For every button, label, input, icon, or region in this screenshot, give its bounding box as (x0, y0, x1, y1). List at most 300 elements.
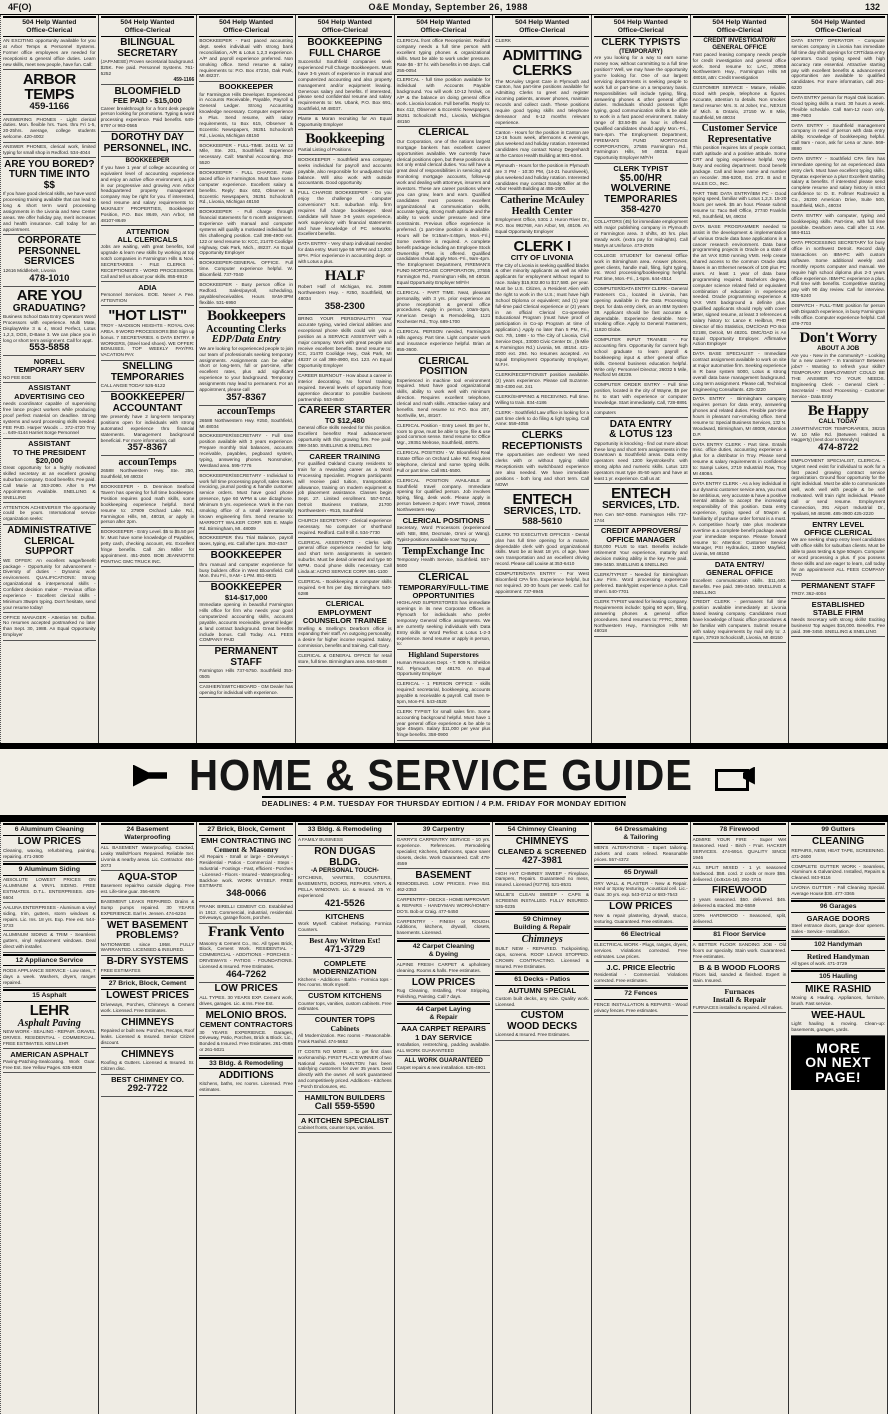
ad-headline: FIREWOOD (711, 885, 767, 897)
ad-body-text: Excellent communication skills. $11,440. Benefits. Fee paid. 399-3450. SNELLING & SNELLING (692, 577, 787, 595)
ad-body-text: Cleaning, waxing, refurbishing, painting, repairing. 471-2600 (3, 847, 96, 859)
ad-headline: TO $12,480 (324, 415, 365, 425)
ad-body-text: Needs Secretary with strong skills! Exciting business! Top wages $16,000. Benefits. Fee paid. 399-3450. SNELLING & SNELLING (791, 617, 885, 634)
ad-body-text: ALL BASEMENT Waterproofing. Cracked, Leaky Walls/Floors Repaired. Reliable Ser. Livonia & nearby areas. Lic. Contractor. 464-2073 (100, 845, 195, 868)
ad-headline: RON DUGAS BLDG. (314, 846, 376, 868)
category-header (791, 16, 885, 37)
service-ad (298, 1015, 392, 1047)
classified-ad (199, 37, 293, 82)
ad-body-text: DATA ENTRY person for Royal Oak location. Good typing skills a must. 30 hours a week. Flexible schedule. Call 9am-12 noon only. 398-7903 (791, 95, 885, 118)
category-line: & Repair (429, 1014, 458, 1022)
ad-body-text: If you have good clerical skills, we have word processing training available that can lead to long & short term word processing assignments in the Livonia and New Center areas. We offer holiday pay, merit increases and health insurance. Call today for an appointment. (3, 191, 96, 232)
ad-headline: Asphalt Paving (17, 1017, 81, 1029)
ad-phone-display: 357-8367 (127, 442, 168, 454)
ad-body-text: REMODELING. LOW PRICES. Free Est. 462-2353 (396, 881, 491, 893)
service-ad (3, 1049, 96, 1073)
ad-headline: CAREER STARTER (299, 405, 391, 417)
more-line: ON NEXT (805, 1054, 872, 1071)
classified-ad (495, 128, 589, 161)
banner-deadlines: DEADLINES: 4 P.M. TUESDAY FOR THURSDAY EDITION / 4 P.M. FRIDAY FOR MONDAY EDITION (262, 796, 627, 808)
classified-ad (101, 132, 195, 157)
ad-body-text: Human Resources Dept. - T. 909 N. Sheldon Rd. Plymouth, MI 48170. An Equal Opportunity Employer (396, 659, 491, 677)
ad-body-text: BOOKKEEPER - Busy person office in Redford. Sales/payroll, scheduling, payables/receivables. Hours 8AM-3PM flexible. 531-6950 (199, 281, 293, 305)
ad-body-text: Moving & Hauling. Appliances, furniture, brush. Fast service. (791, 995, 885, 1007)
service-ad (693, 885, 787, 911)
classified-ad (791, 154, 885, 211)
category-header (791, 900, 885, 913)
classified-ad (397, 572, 491, 650)
ad-body-text: OFFICE MANAGER - Attention Mr. Duffan. No resumes accepted postmarked no later than Sept. 30, 1988. An Equal Opportunity Employer (3, 614, 96, 638)
column (296, 15, 395, 743)
ad-headline: WEE-HAUL (811, 1009, 866, 1021)
ad-headline: BEST CHIMNEY CO. (111, 1075, 184, 1085)
ad-body-text: CAREER BURNOUT - How about a career in interior decorating. No formal training required. Several levels of opportunity from apprentice decorator to possible business partnership. 553-8540 (297, 373, 392, 402)
category-line: Office-Clerical (223, 26, 270, 34)
ad-body-text: REPAIRS, NEW, HEAT TAPE, SCREENING. 471-2600 (791, 847, 885, 859)
ad-headline: ARE YOU BORED? (4, 158, 95, 170)
classified-ad (594, 381, 688, 409)
service-ad (101, 919, 195, 956)
ad-headline: $5.00/HR (619, 172, 662, 184)
ad-headline: Catherine McAuley (500, 195, 585, 207)
classified-ad (791, 599, 885, 637)
ad-body-text: Career breakthrough for a front desk people person looking for promotions. Typing & word processing experience. Paid benefits. 649-6797 or 963-0565 (100, 105, 195, 129)
category-header (693, 823, 787, 836)
classified-ad (397, 545, 491, 571)
ad-body-text: Are you looking for a way to earn some money now, without committing to a full time position? Well, we may have the opportunity you're looking for. One of our largest servicing departments is seeking people to work full or part-time on a temporary basis. Responsibilities will include typing, filing, answering phones & other general office duties. Individuals should possess light typing, good communication skills & be able to work in a fast paced environment. Salary range of $3.50-$5 an hour is offered. Qualified candidates should apply Mon.-Fri., 9am-4pm. The Employment Department, FIREMAN'S FUND MORTGAGE CORPORATION, 27555 Farmington Rd., Farmington Hills, MI 48018. Equal Opportunity Employer M/F/H (593, 55, 688, 161)
service-ad (101, 871, 195, 897)
classified-ad (397, 449, 491, 477)
ad-body-text: FULL CHARGE BOOKKEEPER - Do you enjoy the challenge of computer conversions? N.E. suburban mfg. firm requires full charge bookkeeper. Ideal candidate will have 3-5 years experience, work supervisory with financial statements and have knowledge of PC networks. Excellent benefits. (297, 190, 392, 237)
classified-ad (199, 683, 293, 699)
ad-body-text: Farmington Hills 737-5750. Southfield 353-0505 (199, 668, 293, 680)
classified-ad (397, 37, 491, 76)
ad-body-text: HIGH HAT CHIMNEY SWEEP - Fireplace, Dampers, Repairs. Guaranteed no mess, insured. Licensed (#2778). 521-8531 (495, 870, 589, 888)
service-ad (495, 986, 589, 1010)
ad-body-text: FRANK BIRELLI CEMENT CO. Established in 1912. Commercial, industrial, residential. Driveways, garage floors, porches. (199, 903, 293, 921)
ad-headline: BOOKKEEPER (125, 157, 170, 165)
category-line: Office-Clerical (617, 26, 664, 34)
service-ad (594, 1000, 688, 1016)
ad-body-text: BOOKKEEPER-GENERAL OFFICE. Full time. Computer experience helpful. W. Bloomfield. 737-7040 (199, 260, 293, 278)
classified-ad (101, 361, 195, 392)
ad-body-text: Great opportunity for a highly motivated skilled secretary at an excellent growing suburban company. Good benefits. Fee paid. Call Marie at 353-2090. After 5 PM Appointments Available. SNELLING & SNELLING (3, 465, 96, 500)
column (0, 822, 99, 1414)
ad-body-text: Employment Office, 5301 J. Huron River Dr., P.O. Box 992768, Ann Arbor, MI, 48106. An Equal Opportunity Employer (495, 217, 589, 235)
category-line: 59 Chimney (523, 916, 562, 924)
ad-headline: CLERICAL EMPLOYMENT (318, 599, 372, 617)
category-line: 504 Help Wanted (515, 19, 570, 26)
ad-body-text: DATA BASE PROGRAMMER needed to assist in the development & implementation of various Oracle data base applications in a cancer research environment. Data base programming projects in Oracle on a state of the art VAX 8350 running VMS. Help create shared access to the common Oracle data bases in an Ethernet network of 100 plus PC users. At least 1 year of data base programming required. Bachelors degree, computer science related field or equivalent combination of education in experience needed. Oracle programming experience & VAX VMS background a definite plus. Qualified applicants should reply with cover letter, signed resume, at least 3 references & salary history to: Lance K Heilbrun, PHD Director of Bio Statistics, DMC/OAD PO Box 02188, Detroit, MI 48201. DMC/OAD is An Equal Opportunity Employer. Affirmative Action Employer (692, 223, 787, 347)
classified-ad (693, 37, 787, 84)
ad-headline: ATTENTION (126, 226, 169, 236)
ad-phone-display: 588-5610 (522, 516, 563, 528)
category-header (495, 823, 589, 836)
classified-ad (397, 76, 491, 127)
ad-headline: COUNTER TOPS (314, 1015, 375, 1025)
service-ad (397, 976, 491, 1002)
ad-headline: WET BASEMENT (106, 919, 189, 931)
category-line: 64 Dressmaking (614, 826, 667, 833)
column (592, 15, 691, 743)
ad-headline: AMERICAN ASPHALT (10, 1049, 89, 1059)
category-header (298, 823, 392, 836)
ad-body-text: Custom built decks, any size. Quality work. Licensed. (495, 995, 589, 1007)
ad-body-text: CLERICAL - Bookkeeping & computer skills required. 6-8 hrs per day. Birmingham. 540-6288 (297, 578, 392, 596)
category-header (3, 823, 96, 836)
classified-ad (594, 570, 688, 598)
classified-ad (3, 70, 96, 115)
service-ad (199, 1069, 293, 1095)
classified-ad (3, 383, 96, 439)
ad-phone-display: 464-7262 (226, 968, 267, 980)
ad-headline: AUTUMN SPECIAL (508, 986, 577, 996)
ad-headline: CLERKS (512, 62, 572, 80)
ad-body-text: Business School Data Entry Operators Word Processors with experience. Multi Mate, DisplayWrite 3 & 4, Word Perfect, Lotus 1,2,3, DOS, D-Base 3. We can place you in long or short term assignment. Call for appt. (3, 314, 96, 343)
ad-headline: SERVICES, LTD. (602, 500, 680, 512)
classified-ad (101, 226, 195, 282)
ad-body-text: Personnel Services. EOE. Never A Fee. ATTENTION (100, 291, 195, 303)
column (691, 822, 790, 1414)
classified-ad (791, 329, 885, 402)
ad-body-text: DATA BASE SPECIALIST - Immediate contract assignment available to work on site at major automotive firm. Seeking experience in R base system 5000, Lotus & strong overall data base management background. Long term assignment. Please call, Technical Engineering Consultants. 425-3220 (692, 351, 787, 392)
ad-body-text: HIGHLAND SUPERSTORES has immediate openings in its new Corporate Offices in Plymouth for individuals who prefer temporary General Office assignments. We are currently seeking individuals with Data Entry skills or Word Perfect & Lotus 1-2-3 experience. Send resume or apply in person, to: (396, 600, 491, 647)
ad-body-text: New & repair plastering, drywall, stucco, texturing. Guaranteed. Free estimates. (593, 912, 688, 924)
ad-phone-display: 427-3981 (522, 855, 563, 867)
ad-body-text: (JAPANESE) Proven secretarial background. $25K. Fee paid. Personnel Systems. 761-5252 (100, 59, 195, 76)
classified-ad (298, 577, 392, 599)
ad-headline: CITY OF LIVONIA (510, 253, 574, 263)
category-header (397, 940, 491, 961)
ad-body-text: DATA ENTRY with computer, typing and bookkeeping skills. Part-time, with full time possible. Dearborn area. Call after 11 AM. 584-8111 (791, 212, 885, 236)
category-line: 27 Brick, Block, Cement (207, 826, 285, 833)
ad-phone-display: 358-2300 (324, 300, 365, 312)
ad-body-text: BASEMENT LEAKS REPAIRED. Drains & Sump pumps repaired. 30 YEARS EXPERIENCE. Earl H. Jensen. 474-6224 (100, 898, 195, 916)
ad-body-text: All Repairs - Small or large - Driveways - Residential - Patios - Commercial - Steps - Industrial - Footings - Fast, efficient - Porches - Licensed - Floors - Insured - Waterproofing - Backhoe work. WORK MYSELF. FREE ESTIMATE (199, 854, 293, 889)
megaphone-icon (133, 765, 167, 787)
ad-phone-display: 348-0066 (226, 888, 267, 900)
ad-headline: PERSONNEL (18, 245, 81, 257)
ad-headline: EMH CONTRACTING INC (201, 836, 292, 846)
service-ad (397, 869, 491, 895)
ad-headline: CHIMNEYS (515, 836, 569, 848)
ad-body-text: IT COSTS NO MORE ... to get first class workmanship. FIRST PLACE WINNER of two National Awards. HAMILTON has been satisfying customers for over 35 years. Deal directly with the owner. All work guaranteed and competitively priced. Additions - Kitchens - Porch Enclosures, etc. (297, 1048, 392, 1090)
ad-body-text: Successful Southfield companies seek experienced Full Charge Bookkeepers. Must have 3-5 years of experience in manual and computerized accounting and also property management and/or equipment leasing. Generous salary and benefits. If interested, please send confidential resume and salary requirements to: Ms. Ubank, P.O. Box 691, Southfield, MI 48037. (297, 59, 392, 112)
classified-ad (594, 285, 688, 336)
ad-headline: MELONIO BROS. (205, 1009, 287, 1021)
ad-headline: TEMPORARY SERV (13, 365, 85, 375)
ad-headline: GENERAL OFFICE (712, 43, 767, 51)
ad-headline: FULL CHARGE (309, 47, 381, 59)
category-line: 72 Fences (624, 990, 658, 998)
ad-body-text: CLERK (495, 38, 511, 44)
classified-ad (298, 451, 392, 516)
ad-body-text: Light hauling & moving. Clean-up: basements, garages, yards. (791, 1021, 885, 1033)
ad-headline: TEMPORARY/FULL-TIME (398, 582, 489, 592)
ad-body-text: CLERK TYPIST wanted for leasing company. Requirements include: typing 60 wpm, filing, answering phones & general office procedures. Send resumes to: FFRC, 30955 Northwestern Hwy., Farmington Hills MI 48018 (593, 599, 688, 634)
ad-body-text: CLERICAL ASSISTANTS - Clerks with general office experience needed for long and short term assignments in western suburbs. Must be detail oriented and type 50 WPM. Good phone skills necessary. Call Linda at: ACRO SERVICE CORP. 591-1100 (297, 539, 392, 574)
classified-ad (199, 582, 293, 646)
ad-body-text: Work Myself. Cabinet Refacing. Formica Counters. (297, 921, 392, 933)
service-ad (298, 1115, 392, 1133)
classified-ad (199, 82, 293, 141)
classified-ad (397, 127, 491, 288)
classified-ad (199, 432, 293, 471)
ad-body-text: COLLATORS (45) for immediate employment with major publishing company in Plymouth or Farmington area. 3 shifts, 40 hrs. plus steady work. (extra pay for midnights). Call Martyn at Uniforce. 473-2935 (593, 219, 688, 248)
ad-body-text: CLERK/TYPIST - Needed for Birmingham Law Firm. Word processing experience preferred. Bank/typist experience a plus. Call Sherri. 540-7701 (593, 571, 688, 595)
ad-headline: ENTECH (512, 490, 572, 508)
ad-body-text: Partial Listing of Positions (297, 147, 352, 153)
ad-body-text: This position requires lots of people contact, math aptitude and a positive attitude. Some CRT and typing experience helpful. Very busy and exciting department. Good benefit package. Call and leave name and number on recorder. 356-5200, Ext. 272. B and E SALES CO., INC. (692, 145, 787, 186)
classified-ad (495, 195, 589, 238)
classified-ad (495, 408, 589, 430)
ad-headline: GARAGE DOORS (806, 913, 870, 923)
classified-ad (397, 421, 491, 449)
category-header (298, 16, 392, 37)
classified-ad (397, 680, 491, 708)
service-ad (791, 862, 885, 884)
ad-body-text: BUILT NEW - REPAIRED. Tuckpointing, caps, screens. ROOF LEAKS STOPPED. CROWN CONTRACTING. Licensed & Insured. Free Estimates. (495, 945, 589, 969)
category-header (791, 970, 885, 983)
classified-ad (791, 302, 885, 330)
service-ad (594, 879, 688, 901)
ad-headline: -A PERSONAL TOUCH- (310, 867, 379, 875)
category-header (693, 16, 787, 37)
service-ad (495, 869, 589, 891)
ad-headline: Bookkeepers (207, 308, 286, 325)
classified-ad (693, 395, 787, 440)
service-ad (693, 863, 787, 885)
classified-ad (791, 37, 885, 94)
service-guide-section (0, 821, 888, 1414)
ad-body-text: MEN'S ALTERATIONS - Expert tailoring. Jackets and coats relined. Reasonable prices. 557-4372 (593, 845, 688, 862)
ad-headline: CLERK TYPIST (613, 164, 669, 174)
ad-headline: CUSTOM KITCHENS (307, 991, 382, 1001)
ad-body-text: ADMIRE YOUR FIRE - Super Wet Seasoned. Hard - Birch - Fruit. HACKER SERVICES. 474-6914. QUALITY SINCE 1946 (692, 837, 787, 860)
service-ad (693, 962, 787, 986)
ad-headline: J.C. PRICE Electric (606, 962, 676, 972)
column (395, 15, 494, 743)
ad-body-text: CLERICAL front office Receptionist. Redford company needs a full time person with excellent typing phones & organizational skills. Must be able to work under pressure. Rate $6 - $7 hr. with benefits in 90 days. Call 255-0054 (396, 38, 491, 73)
service-ad (199, 902, 293, 924)
ad-body-text: DATA ENTRY CLERK - Part time. Entails misc. office duties, accounting experience a plus for a distributor in Troy. Please send resume & salary requirements in confidence to: Sampi Lukes, 2719 Industrial Row, Troy MI 48084. (692, 441, 787, 476)
ad-body-text: CLERICAL - full time position available for individual with Accounts Payable background. You will work 10-12 hrs/wk, on A/P & the balance on doing general office work. Livonia location. Full benefits. Reply to: Box 412, Observer & Eccentric Newspapers, 36251 Schoolcraft Rd., Livonia, Michigan 48150 (396, 77, 491, 124)
service-ad (199, 1009, 293, 1055)
classified-ad (791, 239, 885, 302)
ad-body-text: Temporary Health Service, Southfield. 557-5600 (396, 557, 491, 569)
ad-body-text: Installation, restretching, padding available. ALL WORK GUARANTEED (396, 1042, 491, 1053)
classified-ad (791, 456, 885, 519)
ad-body-text: Our Corporation, one of the nations largest mortgage bankers has excellent career opportunities available. We currently have clerical positions open, but these positions do not only entail clerical duties. You will have a great deal of responsibilities in servicing and monitoring mortgage accounts, follow-up work and dealing with attorneys, insurers and investors. These are career positions where you can grow, learn and earn. Qualified candidates must possess excellent organizational & communication skills, accurate typing, strong math aptitude and the ability to work under pressure and time constraints. Previous office experience is preferred. (1 part-time position is available. Hours will be 9:15am-4:45pm, Mon.-Fri.) Some overtime is required. A complete benefit package including an Employee Stock Ownership Plan is offered. Qualified candidates should apply Mon.-Fri., 9am-4pm. The Employment Department, FIREMAN'S FUND MORTGAGE CORPORATION, 27555 Farmington Rd., Farmington Hills, MI 48018. Equal Opportunity Employer M/F/H (396, 138, 491, 285)
ad-headline: FEE PAID - $15,000 (113, 96, 182, 106)
ad-body-text: COMPLETE GUTTER WORK - Seamless, Aluminum & Galvanized. Installed, Repairs & Cleaned. 843-9116 (791, 863, 885, 881)
classified-ad (693, 598, 787, 643)
category-line: 42 Carpet Cleaning (412, 942, 475, 950)
ad-headline: DATA ENTRY (609, 418, 672, 430)
category-line: 66 Electrical (620, 930, 661, 938)
ad-headline: RECEPTIONISTS (501, 440, 583, 452)
ad-body-text: CHURCH SECRETARY - Clerical experience necessary. No computer or shorthand required. Redford. Call 9 till 4. 534-7730 (297, 517, 392, 535)
ad-headline: ADMINISTRATIVE (7, 525, 92, 537)
ad-headline: CLERICAL SUPPORT (24, 535, 75, 558)
category-line: 102 Handyman (814, 941, 863, 949)
ad-headline: BILINGUAL (120, 37, 175, 49)
service-ad (298, 936, 392, 959)
category-line: 504 Help Wanted (613, 19, 668, 26)
ad-headline: ADMITTING (502, 47, 583, 64)
ad-headline: ADIA (138, 282, 157, 292)
ad-headline: A KITCHEN SPECIALIST (300, 1115, 389, 1125)
classified-ad (298, 315, 392, 372)
ad-headline: GENERAL OFFICE (706, 568, 773, 578)
ad-headline: TempExchange Inc (402, 545, 485, 557)
service-ad (101, 1048, 195, 1074)
classified-ad (791, 121, 885, 154)
category-line: Building & Repair (513, 924, 571, 932)
ad-headline: Frank Vento (208, 924, 285, 941)
ad-body-text: TROY - MADISON HEIGHTS - ROYAL OAK AREA. 9 WORD PROCESSORS $50 Sign up bonus. 7 SECRETARIES. 6 DATA ENTRY. 9 WORKERS, (Steel toed shoes). WE OFFER: BONUSES. TOP WEEKLY PAY/FRI. VACATION PAY. (100, 322, 195, 358)
ad-headline: LOW PRICES (411, 976, 476, 988)
ad-body-text: CLERK/SHIPPING & RECEIVING. Full time. Willing to train. 834-4186 (495, 393, 589, 405)
ad-body-text: If you have 1 year of college accounting or equivalent level of accounting experience and enjoy an active office environment, a job in our progressive and growing Ann Arbor headquartered property management company may be right for you. If interested, send resume and salary requirements to: McKINLEY PROPERTIES, Bookkeeper Position, P.O. Box 8649, Ann Arbor, MI 48107-8649 (100, 164, 195, 223)
service-ad (298, 991, 392, 1015)
ad-body-text: COMPUTER ORDER ENTRY - Full time position, located in the city of Wayne, $5 per hr. to start with experience or computer knowledge. Start immediately. Call, 728-8891 (593, 382, 688, 405)
ad-body-text: AALUNA ENTERPRISES - Aluminum & vinyl siding, trim, gutters, storm windows & repairs. Lic. Ins. 18 yrs. Exp. Free est. 544-3733 (3, 904, 96, 928)
classified-ad (298, 267, 392, 314)
ad-headline: KITCHENS (325, 911, 365, 921)
ad-body-text: LIVONIA GUTTER - Fall Cleaning Special. Average House $30. 477-3365 (791, 885, 885, 897)
classified-ad (594, 598, 688, 637)
category-line: 65 Drywall (624, 869, 658, 877)
classified-ad (298, 372, 392, 405)
ad-body-text: WE OFFER: An excellent wage/benefit package - Opportunity for advancement - Diversity of duties - Dynamic work environment. QUALIFICATIONS: Strong organizational & interpersonal skills - Confident decision maker - Previous office experience - Excellent clerical skills - Minimum 35wpm typing. Don't hesitate, send your resume today! (3, 557, 96, 610)
ad-headline: Highland Superstores (408, 650, 479, 660)
category-line: 6 Aluminum Cleaning (14, 826, 84, 833)
category-line: 504 Help Wanted (416, 19, 471, 26)
ad-phone-display: 358-4270 (620, 204, 661, 216)
ad-body-text: 26588 Northwestern Hwy. #250, Southfield, MI 48034 (199, 417, 293, 429)
category-line: 39 Carpentry (422, 826, 465, 833)
ad-headline: Furnaces (724, 986, 755, 996)
service-ad (594, 901, 688, 927)
ad-headline: Health Center (511, 205, 573, 217)
classified-ad (3, 525, 96, 613)
ad-body-text: CLERK - Southfield Law office is looking for a part time clerk to do filing & light typing. Call Anne: 559-4055 (495, 409, 589, 427)
ad-headline: & LOTUS 123 (609, 429, 673, 441)
classified-ad (693, 123, 787, 189)
ad-body-text: Carpet repairs & new installation. 626-4901 (396, 1064, 486, 1070)
ad-body-text: ELECTRICAL WORK - Plugs, ranges, dryers, services. Violations corrected. Free estimates. Low prices. (593, 942, 688, 959)
ad-body-text: Masonry & Cement Co., Inc. All types Brick, Block, Cement Work. RESIDENTIAL - COMMERCIAL - ADDITIONS - PORCHES - DRIVEWAYS - PATIOS - FOUNDATIONS. Licensed & Insured. Free Estimates. (199, 940, 293, 970)
ad-headline: PROBLEMS? (116, 930, 179, 941)
ad-headline: SERVICES, LTD. (503, 505, 581, 517)
ad-headline: ENTRY LEVEL (812, 519, 865, 529)
ad-body-text: A FAMILY BUSINESS (297, 837, 344, 843)
category-line: Office-Clerical (815, 26, 862, 34)
category-header (199, 823, 293, 836)
category-header (594, 16, 688, 37)
service-ad (101, 897, 195, 919)
service-ad (397, 1024, 491, 1056)
category-header (495, 16, 589, 37)
ad-body-text: CLERK TO EXECUTIVE OFFICES - Dental plan has full time opening for a mature, dependable clerk with good organizational skills. Must be at least 18 yrs. of age, have own transportation and an excellent driving record. Please call Louise at 353-6410 (495, 531, 589, 567)
ad-body-text: NATIONWIDE since 1958. FULLY WARRANTED. LICENSED & INSURED. (100, 941, 195, 953)
ad-body-text: for Farmington Hills Developer. Experienced in Accounts Receivable, Payable, Payroll & General Ledger. Strong Accounting knowledge necessary. Computer experience a Plus. Send resume, with salary requirements, to Box 615, Observer & Eccentric Newspapers, 36251 Schoolcraft Rd., Livonia, Michigan 48150 (199, 91, 293, 138)
ad-headline: GRADUATING? (12, 302, 86, 314)
classified-ad (594, 484, 688, 526)
camera-icon (715, 765, 755, 787)
ad-body-text: DISPATCH - FULL-TIME position for person with Dispatch experience, in busy Farmington Hills office. Computer experience helpful. Call 478-7703 (791, 303, 885, 326)
classified-ad (199, 534, 293, 550)
ad-headline: $14-$17,000 (224, 592, 268, 602)
ad-body-text: NO FEE EOE (3, 374, 32, 380)
ad-body-text: DATA ENTRY CLERK - As a key individual in our dynamic customer service area, you must be ambitious, very accurate & have a positive mental attitude to accept the increasing responsibility of this position. Data entry experience, typing speed of 50wpm & familiarity of purchase order format is a must. A competitive hourly rate plus moderate overtime & a complete benefit package await your immediate response. Please forward resume to: Attention: Customer Service Manager, PSI Hydraulics, 11900 Mayfield, Livonia, MI 48150 (692, 480, 787, 557)
classified-ad (495, 430, 589, 490)
category-line: 54 Chimney Cleaning (507, 826, 577, 833)
ad-headline: ESTABLISHED (811, 599, 865, 609)
ad-body-text: FREE ESTIMATES (100, 967, 141, 973)
category-header (3, 16, 96, 37)
ad-body-text: CLERK TYPIST for small sales firm. Some accounting background helpful. Must have 1 year general office experience & be able to type 45wpm. Salary $11,000 per year plus fringe benefits. 358-0900 (396, 708, 491, 738)
classified-ad (3, 439, 96, 503)
classified-ad (397, 650, 491, 680)
ad-body-text: BOOKKEEPER - Fast paced accounting dept. seeks individual with strong bank reconciliation, A/R & Lotus 1,2,3 experience. A/P and payroll experience preferred. Non smoking office. Send resume & salary requirements to: P.O. Box 47234, Oak Park, MI 48237. (199, 38, 293, 79)
category-line: 96 Garages (819, 903, 857, 911)
classified-ad (101, 157, 195, 227)
ad-headline: PERMANENT STAFF (214, 646, 278, 668)
ad-body-text: DATA ENTRY - Birmingham company requires person for data entry, answering phones and related duties. Flexible part-time hours in pleasant non-smoking office. Send resume to: Special Business Services, 132 N. Woodward, Birmingham, MI 48009, Attention D.P. (692, 396, 787, 437)
ad-headline: SNELLING (122, 361, 173, 373)
service-ad (298, 846, 392, 912)
column (789, 15, 888, 743)
ad-headline: Best Any Written Est! (309, 936, 381, 946)
category-line: 504 Help Wanted (811, 19, 866, 26)
ad-headline: Don't Worry (799, 329, 877, 346)
ad-body-text: Plante & Moran recruiting for An Equal Opportunity Employer (297, 116, 392, 127)
ad-body-text: Paving-Patching-Sealcoating. Work Guar. Free Est. See Yellow Pages. 635-6928 (3, 1059, 96, 1070)
ad-headline: CHIMNEYS (121, 1016, 174, 1028)
ad-headline: OFFICE MANAGER (606, 534, 676, 544)
ad-headline: TEMPS (24, 85, 75, 103)
ad-body-text: We are seeking sharp entry level candidates with office skills for suburban clients. Must be able to pass testing & type 50wpm. Computer or word processing a plus. If you possess these skills and are eager to learn, call today for an appointment! ALL FEES COMPANY PAID (791, 537, 885, 578)
category-line: 504 Help Wanted (22, 19, 77, 26)
classified-ad (298, 652, 392, 668)
ad-headline: EDP/Data Entry (211, 334, 281, 346)
service-ad (693, 941, 787, 963)
classified-ad (3, 158, 96, 235)
category-line: Office-Clerical (519, 26, 566, 34)
category-line: 81 Floor Service (713, 930, 766, 938)
category-header (594, 823, 688, 844)
category-line: 105 Hauling (819, 973, 858, 981)
ad-headline: TO THE PRESIDENT (12, 447, 86, 457)
classified-ad (397, 328, 491, 356)
category-line: 504 Help Wanted (712, 19, 767, 26)
ad-headline: SERVICES (24, 256, 75, 268)
classified-ad (693, 189, 787, 222)
category-header (199, 16, 293, 37)
service-ad (3, 966, 96, 988)
ad-body-text: We are looking for experienced people to join our team of professionals seeking temporary assignments. Assignments can be either short or long-term, full or part-time, offer excellent rates, plus add significant experience to your background. Temporary assignments may lead to permanent. For an appointment, please call (199, 345, 293, 392)
classified-ad (495, 570, 589, 598)
classified-ad (101, 528, 195, 567)
service-ad (791, 983, 885, 1009)
category-line: Office-Clerical (716, 26, 763, 34)
service-ad (101, 844, 195, 872)
classified-ad (101, 37, 195, 86)
ad-headline: (TEMPORARY) (619, 47, 663, 55)
ad-body-text: Snelling & Snelling's Dearborn office is expanding their staff. An outgoing personality, a desire for higher income required. Salary, commission, benefits and training. Call Gary. (297, 625, 392, 649)
